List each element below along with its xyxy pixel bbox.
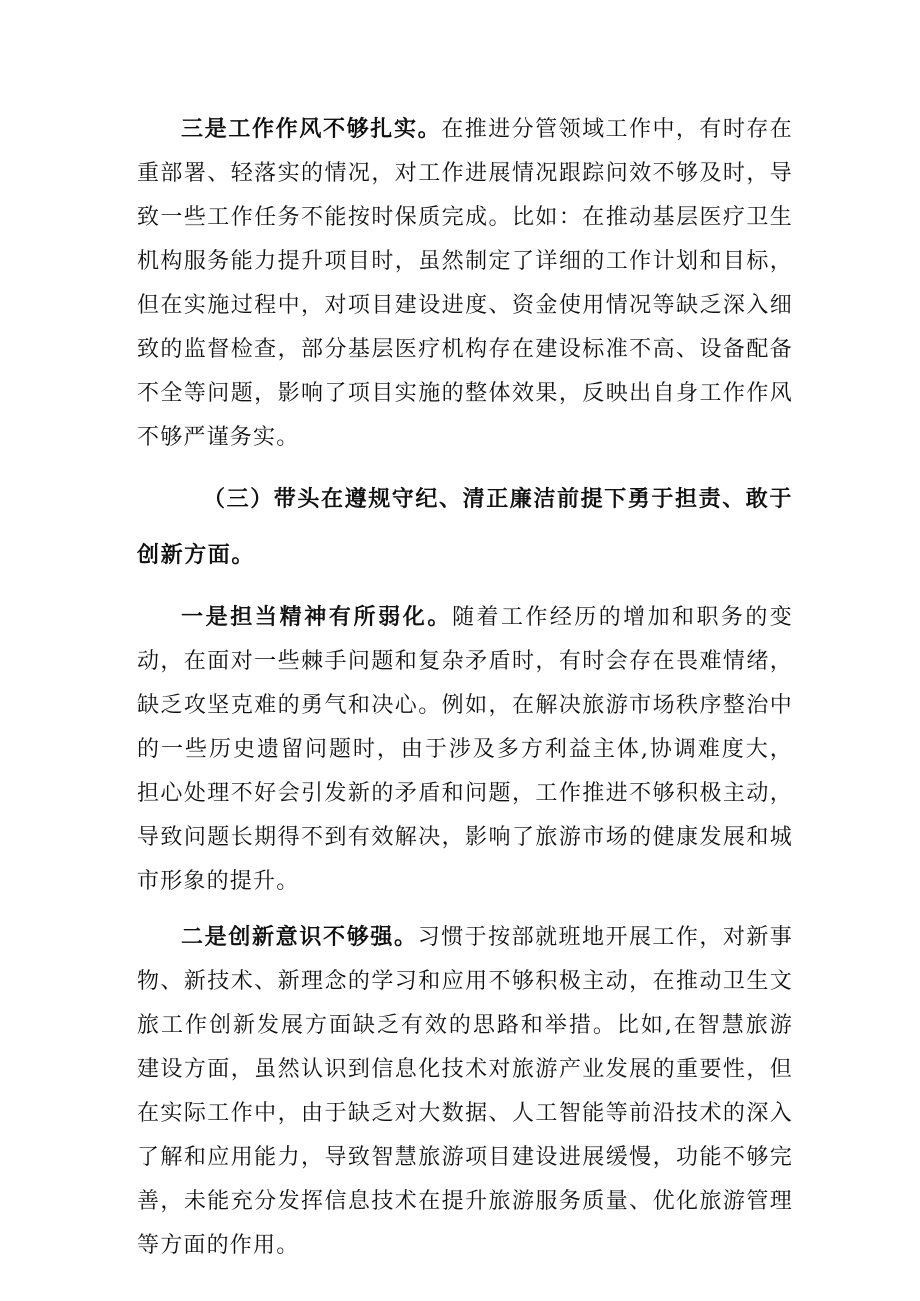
paragraph-body: 习惯于按部就班地开展工作，对新事物、新技术、新理念的学习和应用不够积极主动，在推动卫生文旅工作创新发展方面缺乏有效的思路和举措。比如,在智慧旅游建设方面，虽然认识到信息化技术对旅游产业发展的重要性，但在实际工作中，由于缺乏对大数据、人工智能等前沿技术的深入了解和应用能力，导致智慧旅游项目建设进展缓慢，功能不够完善，未能充分发挥信息技术在提升旅游服务质量、优化旅游管理等方面的作用。 — [137, 925, 793, 1258]
paragraph-body: 在推进分管领域工作中，有时存在重部署、轻落实的情况，对工作进展情况跟踪问效不够及时，导致一些工作任务不能按时保质完成。比如：在推动基层医疗卫生机构服务能力提升项目时，虽然制定了详细的工作计划和目标，但在实施过程中，对项目建设进度、资金使用情况等缺乏深入细致的监督检查，部分基层医疗机构存在建设标准不高、设备配备不全等问题，影响了项目实施的整体效果，反映出自身工作作风不够严谨务实。 — [137, 117, 793, 450]
section-heading: （三）带头在遵规守纪、清正廉洁前提下勇于担责、敢于创新方面。 — [137, 487, 794, 568]
paragraph-innovation — [137, 916, 793, 1268]
paragraph-lead: 二是创新意识不够强。 — [181, 925, 418, 950]
paragraph-work-style — [137, 108, 793, 460]
paragraph-lead: 三是工作作风不够扎实。 — [181, 117, 442, 142]
document-page — [137, 108, 793, 1268]
paragraph-lead: 一是担当精神有所弱化。 — [181, 605, 453, 630]
paragraph-responsibility — [137, 596, 793, 904]
paragraph-body: 随着工作经历的增加和职务的变动，在面对一些棘手问题和复杂矛盾时，有时会存在畏难情绪，缺乏攻坚克难的勇气和决心。例如，在解决旅游市场秩序整治中的一些历史遗留问题时，由于涉及多方利益主体,协调难度大，担心处理不好会引发新的矛盾和问题，工作推进不够积极主动，导致问题长期得不到有效解决，影响了旅游市场的健康发展和城市形象的提升。 — [137, 605, 793, 894]
